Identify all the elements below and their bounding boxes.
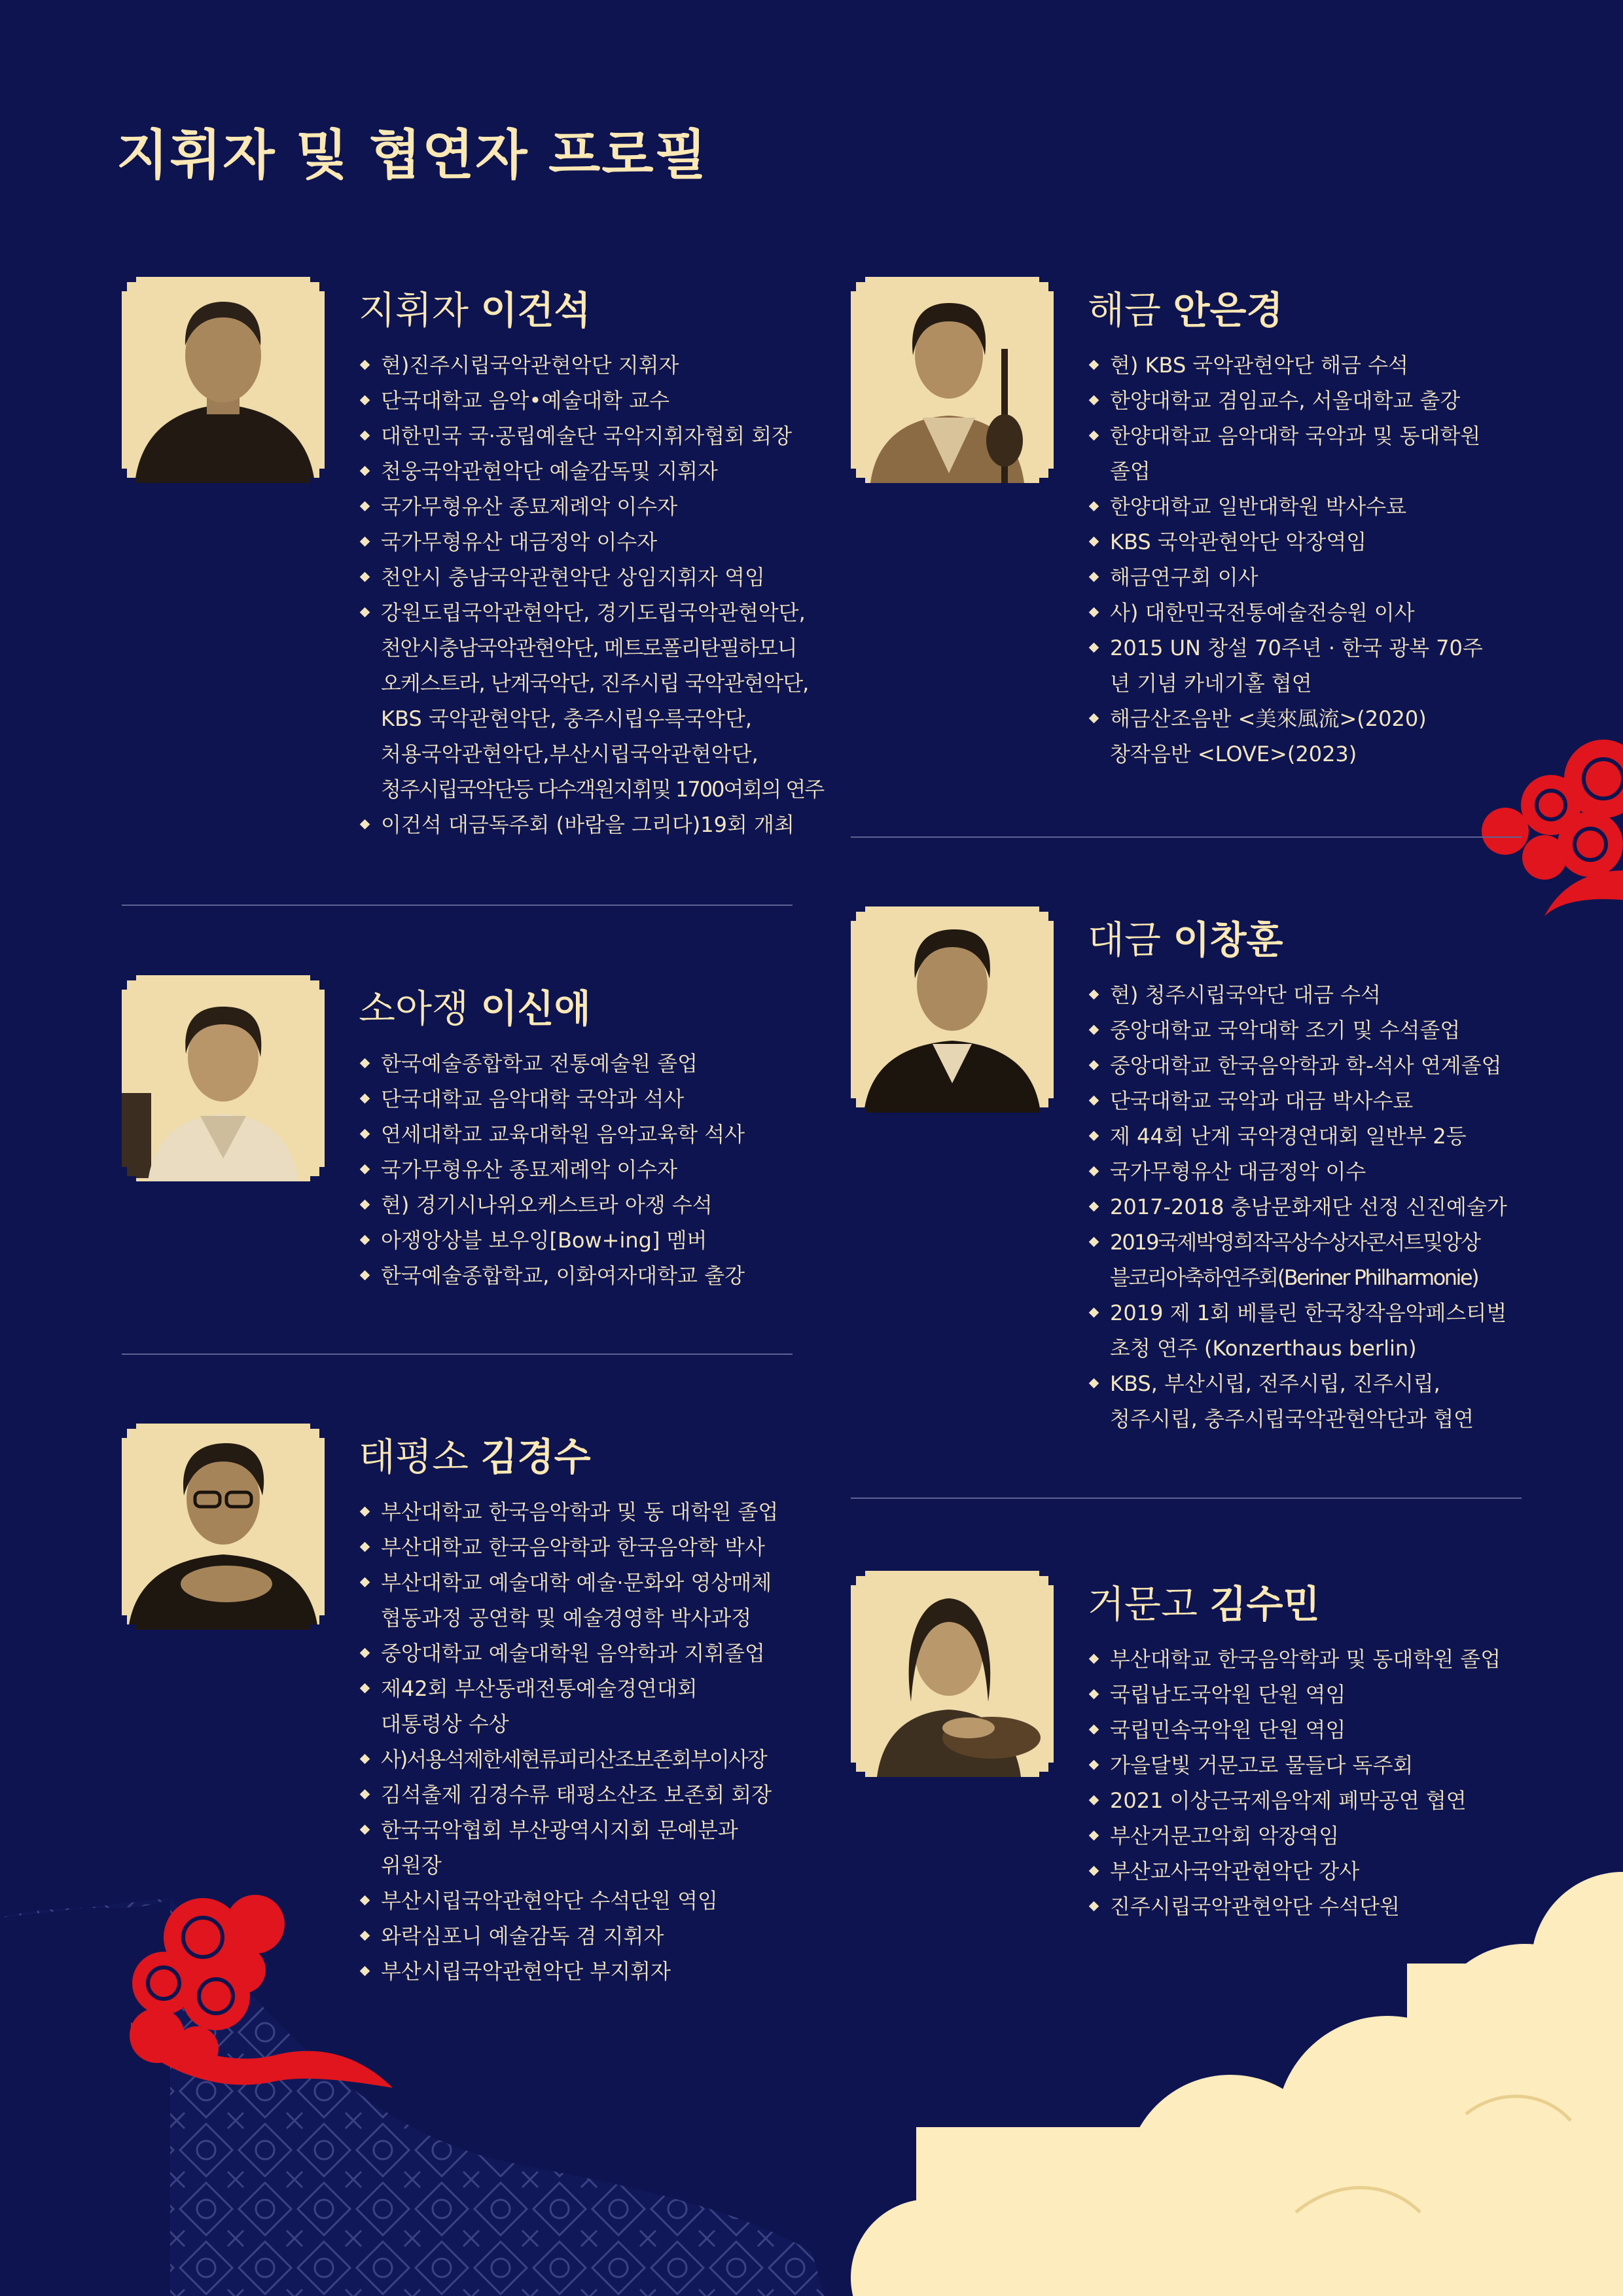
conductor-photo [122,277,325,483]
career-item: 2021 이상근국제음악제 폐막공연 협연 [1088,1783,1501,1818]
career-item: 부산거문고악회 악장역임 [1088,1818,1501,1854]
career-item: 국립민속국악원 단원 역임 [1088,1712,1501,1748]
career-item: 단국대학교 음악•예술대학 교수 [359,383,823,418]
career-item: 현) 경기시나위오케스트라 아쟁 수석 [359,1187,745,1223]
career-item-continued: 청주시립, 충주시립국악관현악단과 협연 [1110,1407,1474,1431]
geomungo-photo [851,1571,1054,1777]
career-item-continued: 위원장 [381,1853,442,1878]
career-item: 와락심포니 예술감독 겸 지휘자 [359,1918,778,1954]
taepyeongso-role: 태평소 [359,1435,469,1479]
career-item: 현)진주시립국악관현악단 지휘자 [359,348,823,383]
haegeum-career-list [1088,348,1483,772]
career-item: 2015 UN 창설 70주년 · 한국 광복 70주 [1088,630,1483,666]
haegeum-photo [851,277,1054,483]
career-item: 연세대학교 교육대학원 음악교육학 석사 [359,1117,745,1152]
divider-left-1 [122,905,793,906]
cream-cloud-bottom-right [851,1872,1623,2296]
career-item: 천안시 충남국악관현악단 상임지휘자 역임 [359,560,823,595]
career-item-continued: 초청 연주 (Konzerthaus berlin) [1110,1336,1417,1361]
career-item: KBS 국악관현악단 악장역임 [1088,524,1483,560]
career-item: 국가무형유산 종묘제례악 이수자 [359,489,823,524]
conductor-name: 이건석 [480,288,591,332]
career-item: 대한민국 국·공립예술단 국악지휘자협회 회장 [359,418,823,454]
career-item: 부산시립국악관현악단 부지휘자 [359,1954,778,1989]
career-item: 현) KBS 국악관현악단 해금 수석 [1088,348,1483,383]
page-title: 지휘자 및 협연자 프로필 [116,124,708,187]
career-item: 이건석 대금독주회 (바람을 그리다)19회 개최 [359,807,823,842]
career-item: 한양대학교 음악대학 국악과 및 동대학원 [1088,418,1483,454]
soajaeng-role: 소아쟁 [359,986,469,1031]
daegeum-photo [851,906,1054,1113]
geomungo-name: 김수민 [1209,1582,1320,1626]
career-item: 국가무형유산 대금정악 이수자 [359,524,823,560]
haegeum-role: 해금 [1088,288,1162,332]
career-item: 부산대학교 한국음악학과 및 동 대학원 졸업 [359,1494,778,1530]
career-item: 한국예술종합학교, 이화여자대학교 출강 [359,1258,745,1293]
career-item-continued: 년 기념 카네기홀 협연 [1110,671,1312,696]
taepyeongso-name: 김경수 [480,1435,591,1479]
taepyeongso-heading [359,1426,591,1481]
career-item: 진주시립국악관현악단 수석단원 [1088,1889,1501,1924]
career-item-continued: 처용국악관현악단,부산시립국악관현악단, [381,742,758,766]
career-item: 부산대학교 한국음악학과 한국음악학 박사 [359,1530,778,1565]
career-item-continued: 협동과정 공연학 및 예술경영학 박사과정 [381,1605,752,1630]
career-item: 부산시립국악관현악단 수석단원 역임 [359,1883,778,1918]
career-item: 2019국제박영희작곡상수상자콘서트및앙상 [1088,1225,1507,1260]
divider-left-2 [122,1354,793,1355]
career-item: 한양대학교 일반대학원 박사수료 [1088,489,1483,524]
career-item: 단국대학교 국악과 대금 박사수료 [1088,1083,1507,1119]
soajaeng-heading [359,978,591,1033]
geomungo-career-list [1088,1641,1501,1924]
career-item: 현) 청주시립국악단 대금 수석 [1088,977,1507,1013]
career-item: 한국예술종합학교 전통예술원 졸업 [359,1046,745,1081]
haegeum-name: 안은경 [1173,288,1283,332]
career-item: 해금산조음반 <美來風流>(2020) [1088,701,1483,736]
career-item: 부산대학교 한국음악학과 및 동대학원 졸업 [1088,1641,1501,1677]
career-item-continued: 오케스트라, 난계국악단, 진주시립 국악관현악단, [381,671,809,696]
career-item: 중앙대학교 국악대학 조기 및 수석졸업 [1088,1013,1507,1048]
career-item-continued: 천안시충남국악관현악단, 메트로폴리탄필하모니 [381,636,796,660]
geomungo-role: 거문고 [1088,1582,1198,1626]
career-item-continued: 청주시립국악단등 다수객원지휘및 1700여회의 연주 [381,777,824,802]
divider-right-1 [851,836,1522,838]
career-item: 천웅국악관현악단 예술감독및 지휘자 [359,454,823,489]
career-item: 단국대학교 음악대학 국악과 석사 [359,1081,745,1117]
career-item: 국립남도국악원 단원 역임 [1088,1677,1501,1712]
conductor-role: 지휘자 [359,288,469,332]
career-item: 가을달빛 거문고로 물들다 독주회 [1088,1748,1501,1783]
career-item: 부산교사국악관현악단 강사 [1088,1854,1501,1889]
career-item-continued: 졸업 [1110,459,1150,484]
red-cloud-right [1482,740,1623,916]
daegeum-heading [1088,909,1283,964]
haegeum-heading [1088,279,1283,334]
career-item-continued: 창작음반 <LOVE>(2023) [1110,742,1357,766]
career-item: 해금연구회 이사 [1088,560,1483,595]
career-item: 사)서용석제한세현류피리산조보존회부이사장 [359,1742,778,1777]
career-item: 아쟁앙상블 보우잉[Bow+ing] 멤버 [359,1223,745,1258]
soajaeng-career-list [359,1046,745,1293]
career-item: 국가무형유산 대금정악 이수 [1088,1154,1507,1189]
career-item: 김석출제 김경수류 태평소산조 보존회 회장 [359,1777,778,1812]
career-item-continued: 대통령상 수상 [381,1712,509,1736]
daegeum-name: 이창훈 [1173,918,1283,962]
daegeum-career-list [1088,977,1507,1437]
career-item: 2019 제 1회 베를린 한국창작음악페스티벌 [1088,1295,1507,1331]
conductor-career-list [359,348,823,842]
career-item: 국가무형유산 종묘제례악 이수자 [359,1152,745,1187]
career-item: 부산대학교 예술대학 예술·문화와 영상매체 [359,1565,778,1600]
conductor-heading [359,279,591,334]
taepyeongso-photo [122,1424,325,1630]
divider-right-2 [851,1498,1522,1499]
career-item: 사) 대한민국전통예술전승원 이사 [1088,595,1483,630]
career-item: 제 44회 난계 국악경연대회 일반부 2등 [1088,1119,1507,1154]
career-item: 한국국악협회 부산광역시지회 문예분과 [359,1812,778,1848]
career-item: 2017-2018 충남문화재단 선정 신진예술가 [1088,1189,1507,1225]
soajaeng-photo [122,975,325,1181]
career-item: KBS, 부산시립, 전주시립, 진주시립, [1088,1366,1507,1401]
career-item: 중앙대학교 한국음악학과 학-석사 연계졸업 [1088,1048,1507,1083]
red-cloud-left [130,1895,393,2088]
soajaeng-name: 이신애 [480,986,591,1031]
career-item-continued: KBS 국악관현악단, 충주시립우륵국악단, [381,706,753,731]
geomungo-heading [1088,1573,1320,1628]
career-item: 강원도립국악관현악단, 경기도립국악관현악단, [359,595,823,630]
daegeum-role: 대금 [1088,918,1162,962]
career-item: 제42회 부산동래전통예술경연대회 [359,1671,778,1706]
career-item: 중앙대학교 예술대학원 음악학과 지휘졸업 [359,1636,778,1671]
career-item-continued: 블코리아축하연주회(Beriner Philharmonie) [1110,1265,1478,1290]
career-item: 한양대학교 겸임교수, 서울대학교 출강 [1088,383,1483,418]
taepyeongso-career-list [359,1494,778,1989]
